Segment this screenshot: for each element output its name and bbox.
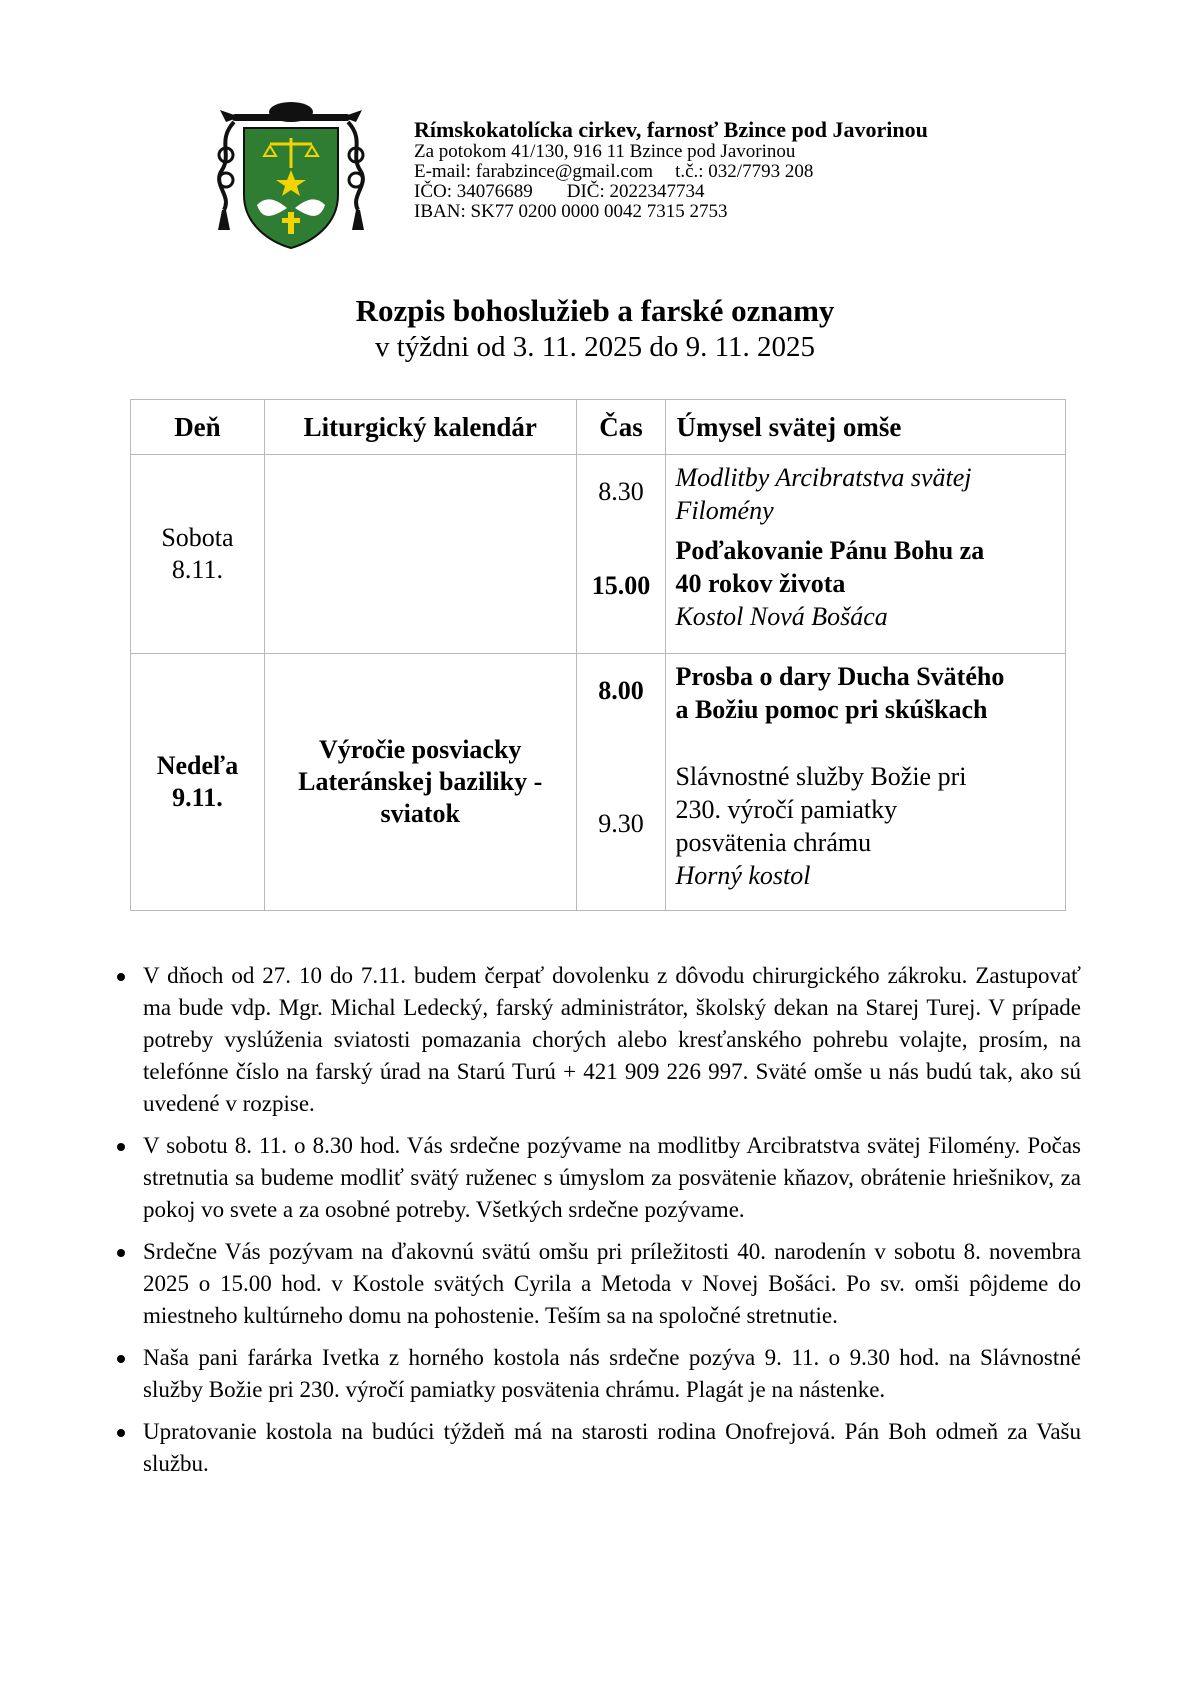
organization-email: E-mail: farabzince@gmail.com <box>414 161 654 182</box>
organization-ico: IČO: 34076689 <box>414 181 533 202</box>
contact-line <box>414 162 928 182</box>
date-range-subtitle: v týždni od 3. 11. 2025 do 9. 11. 2025 <box>374 331 816 363</box>
day-cell <box>131 654 265 911</box>
intention-line: Filomény <box>675 496 774 525</box>
organization-phone: t.č.: 032/7793 208 <box>675 161 814 182</box>
intention-location: Kostol Nová Bošáca <box>675 602 888 631</box>
organization-address: Za potokom 41/130, 916 11 Bzince pod Javorinou <box>414 141 796 162</box>
liturgy-line: Výročie posviacky <box>318 735 522 764</box>
table-row <box>131 455 1066 654</box>
day-date: 9.11. <box>172 783 223 812</box>
header-time: Čas <box>576 400 666 455</box>
intention-cell <box>666 455 1066 654</box>
intention-line: Slávnostné služby Božie pri <box>675 762 967 791</box>
document-title <box>0 293 1190 365</box>
liturgy-line: sviatok <box>380 799 460 828</box>
day-cell <box>131 455 265 654</box>
intention-line: Modlitby Arcibratstva svätej <box>675 463 972 492</box>
parish-coat-of-arms-logo <box>212 100 370 250</box>
announcement-item: V dňoch od 27. 10 do 7.11. budem čerpať dovolenku z dôvodu chirurgického zákroku. Zastupovať ma bude vdp. Mgr. Michal Ledecký, farský administrátor, školský dekan na Starej Turej. V prípade potreby vyslúženia sviatosti pomazania chorých alebo kresťanského pohrebu volajte, prosím, na telefónne číslo na farský úrad na Starú Turú + 421 909 226 997. Sväté omše u nás budú tak, ako sú uvedené v rozpise. <box>115 960 1081 1120</box>
organization-header <box>414 118 928 222</box>
mass-time: 15.00 <box>591 571 651 600</box>
organization-name: Rímskokatolícka cirkev, farnosť Bzince pod Javorinou <box>414 117 928 142</box>
organization-iban: IBAN: SK77 0200 0000 0042 7315 2753 <box>414 201 728 222</box>
day-name: Sobota <box>161 523 234 552</box>
organization-dic: DIČ: 2022347734 <box>566 181 705 202</box>
header-day: Deň <box>131 400 265 455</box>
table-header-row <box>131 400 1066 455</box>
mass-time: 8.00 <box>598 676 644 705</box>
intention-cell <box>666 654 1066 911</box>
liturgy-cell <box>264 455 576 654</box>
intention-line: posvätenia chrámu <box>675 828 872 857</box>
liturgy-cell <box>264 654 576 911</box>
table-row <box>131 654 1066 911</box>
announcement-item: V sobotu 8. 11. o 8.30 hod. Vás srdečne pozývame na modlitby Arcibratstva svätej Filomény. Počas stretnutia sa budeme modliť svätý ruženec s úmyslom za posvätenie kňazov, obrátenie hriešnikov, za pokoj vo svete a za osobné potreby. Všetkých srdečne pozývame. <box>115 1130 1081 1226</box>
mass-time: 8.30 <box>598 477 644 506</box>
parish-announcements <box>115 960 1081 1490</box>
announcement-item: Upratovanie kostola na budúci týždeň má na starosti rodina Onofrejová. Pán Boh odmeň za Vašu službu. <box>115 1416 1081 1480</box>
day-name: Nedeľa <box>156 751 239 780</box>
intention-line: a Božiu pomoc pri skúškach <box>675 695 988 724</box>
intention-line: 40 rokov života <box>675 569 846 598</box>
main-title: Rozpis bohoslužieb a farské oznamy <box>355 293 835 328</box>
intention-line: 230. výročí pamiatky <box>675 795 898 824</box>
header-liturgical-calendar: Liturgický kalendár <box>264 400 576 455</box>
mass-time: 9.30 <box>598 809 644 838</box>
announcement-item: Srdečne Vás pozývam na ďakovnú svätú omšu pri príležitosti 40. narodenín v sobotu 8. novembra 2025 o 15.00 hod. v Kostole svätých Cyrila a Metoda v Novej Bošáci. Po sv. omši pôjdeme do miestneho kultúrneho domu na pohostenie. Teším sa na spoločné stretnutie. <box>115 1236 1081 1332</box>
intention-location: Horný kostol <box>675 861 811 890</box>
intention-line: Prosba o dary Ducha Svätého <box>675 662 1005 691</box>
mass-schedule-table <box>130 399 1066 911</box>
day-date: 8.11. <box>171 555 223 584</box>
time-cell <box>576 455 666 654</box>
announcement-item: Naša pani farárka Ivetka z horného kostola nás srdečne pozýva 9. 11. o 9.30 hod. na Slávnostné služby Božie pri 230. výročí pamiatky posvätenia chrámu. Plagát je na nástenke. <box>115 1342 1081 1406</box>
tax-id-line <box>414 182 928 202</box>
intention-line: Poďakovanie Pánu Bohu za <box>675 536 985 565</box>
liturgy-line: Lateránskej baziliky - <box>298 767 543 796</box>
time-cell <box>576 654 666 911</box>
header-mass-intention: Úmysel svätej omše <box>666 400 1066 455</box>
